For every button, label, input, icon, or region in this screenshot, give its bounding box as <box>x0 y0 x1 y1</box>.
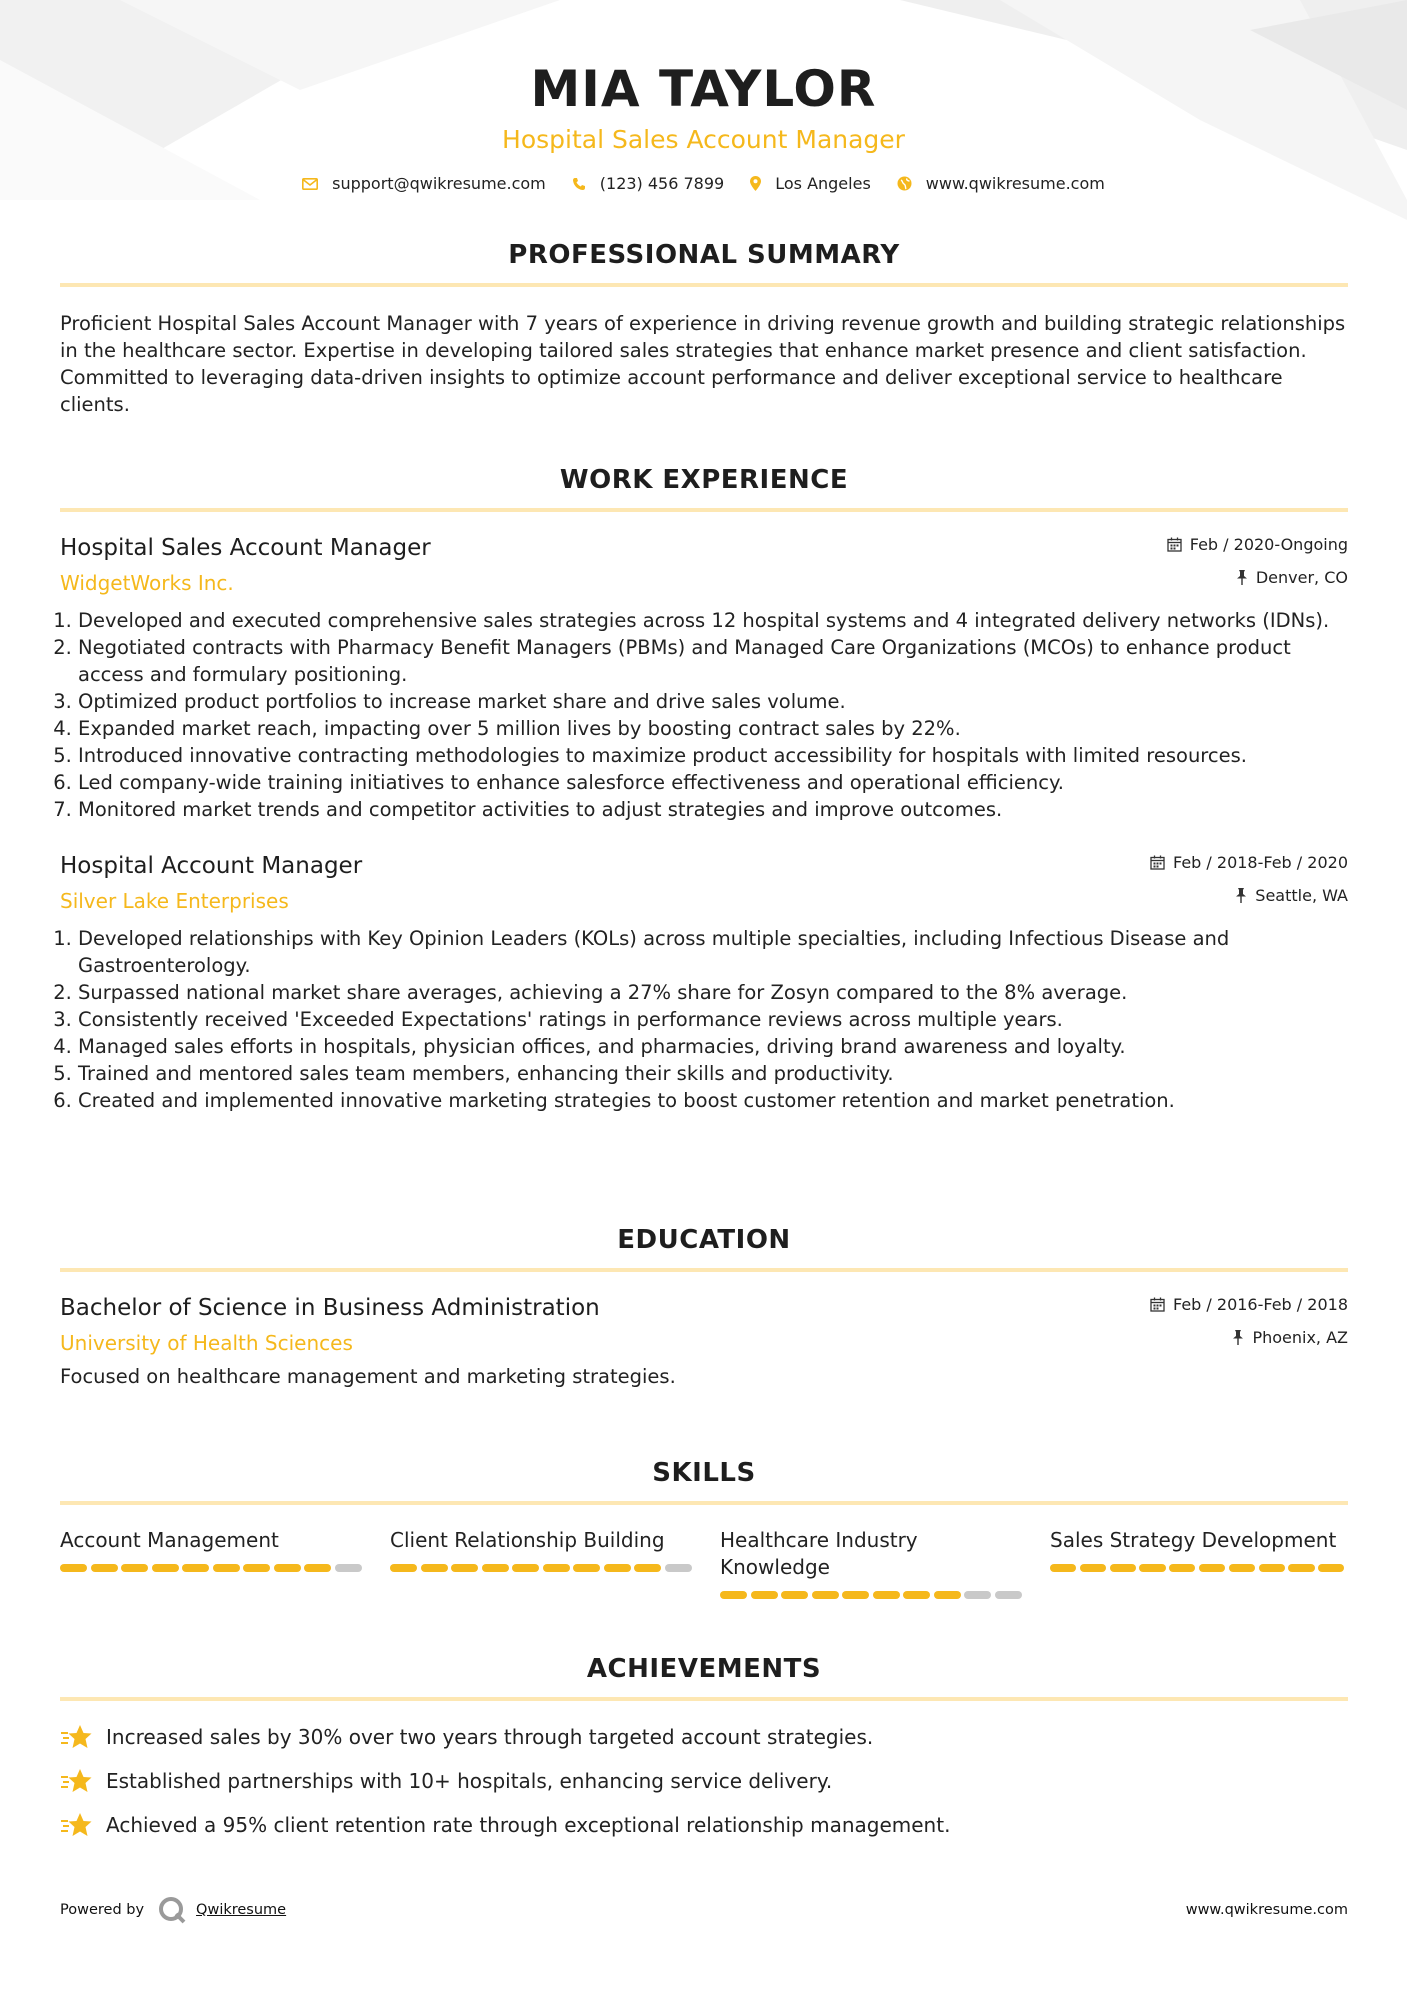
pushpin-icon <box>1232 1330 1244 1345</box>
section-divider <box>60 1501 1348 1505</box>
skill-rating-segment <box>934 1591 961 1599</box>
contact-email[interactable] <box>302 174 546 193</box>
achievements-section <box>60 1651 1348 1839</box>
list-item: 4. Managed sales efforts in hospitals, physician offices, and pharmacies, driving brand awareness and loyalty. <box>78 1033 1348 1060</box>
pushpin-icon <box>1235 888 1247 903</box>
achievement-text: Achieved a 95% client retention rate through exceptional relationship management. <box>106 1813 951 1837</box>
skill-item <box>60 1527 390 1599</box>
skill-name: Healthcare Industry Knowledge <box>720 1528 918 1579</box>
skill-rating-segment <box>842 1591 869 1599</box>
job-meta <box>1167 533 1348 588</box>
job-title: Hospital Account Manager <box>60 853 363 879</box>
list-item: 3. Optimized product portfolios to increase market share and drive sales volume. <box>78 688 1348 715</box>
education-section <box>60 1222 1348 1390</box>
skill-name: Account Management <box>60 1528 279 1552</box>
skill-rating-segment <box>274 1564 301 1572</box>
skill-rating-segment <box>903 1591 930 1599</box>
list-item: 5. Trained and mentored sales team members, enhancing their skills and productivity. <box>78 1060 1348 1087</box>
skill-rating-segment <box>243 1564 270 1572</box>
section-divider <box>60 1697 1348 1701</box>
section-divider <box>60 508 1348 512</box>
skill-rating-segment <box>1229 1564 1255 1572</box>
candidate-role: Hospital Sales Account Manager <box>502 125 905 154</box>
skill-rating-segment <box>964 1591 991 1599</box>
skill-rating-segment <box>304 1564 331 1572</box>
list-item: 6. Led company-wide training initiatives to enhance salesforce effectiveness and operational efficiency. <box>78 769 1348 796</box>
star-icon <box>60 1768 92 1794</box>
experience-section <box>60 462 1348 1114</box>
skill-rating-segment <box>152 1564 179 1572</box>
skill-rating-segment <box>91 1564 118 1572</box>
skill-rating-segment <box>335 1564 362 1572</box>
job-location <box>1167 566 1348 588</box>
skill-rating-segment <box>573 1564 600 1572</box>
contact-location <box>750 174 871 193</box>
job-title: Hospital Sales Account Manager <box>60 535 431 561</box>
skill-rating-segment <box>543 1564 570 1572</box>
skill-name: Sales Strategy Development <box>1050 1528 1337 1552</box>
skill-rating-segment <box>1139 1564 1165 1572</box>
resume-header <box>0 0 1407 193</box>
job-bullets <box>60 925 1348 1114</box>
job-entry <box>60 533 1348 823</box>
degree-title: Bachelor of Science in Business Administration <box>60 1295 600 1321</box>
skill-rating-segment <box>995 1591 1022 1599</box>
achievements-heading: ACHIEVEMENTS <box>586 1654 822 1684</box>
star-icon <box>60 1724 92 1750</box>
experience-heading: WORK EXPERIENCE <box>559 465 849 495</box>
skill-rating <box>720 1591 1050 1599</box>
skill-rating-segment <box>812 1591 839 1599</box>
pushpin-icon <box>1236 570 1248 585</box>
skill-rating-segment <box>213 1564 240 1572</box>
achievement-item <box>60 1811 1348 1839</box>
list-item: 1. Developed relationships with Key Opinion Leaders (KOLs) across multiple specialties, including Infectious Disease and Gastroenterology. <box>78 925 1348 979</box>
achievement-item <box>60 1723 1348 1751</box>
job-dates-text: Feb / 2018-Feb / 2020 <box>1173 852 1348 872</box>
job-company: WidgetWorks Inc. <box>60 571 234 595</box>
phone-text: (123) 456 7899 <box>599 174 725 193</box>
skill-rating-segment <box>1288 1564 1314 1572</box>
skill-rating-segment <box>421 1564 448 1572</box>
summary-text: Proficient Hospital Sales Account Manager with 7 years of experience in driving revenue growth and building strategic relationships in the healthcare sector. Expertise in developing tailored sales strategies that enhance market presence and client satisfaction. Committed to leveraging data-driven insights to optimize account performance and deliver exceptional service to healthcare clients. <box>60 312 1346 416</box>
job-entry <box>60 851 1348 1114</box>
skill-rating-segment <box>604 1564 631 1572</box>
skill-rating-segment <box>665 1564 692 1572</box>
skill-rating-segment <box>182 1564 209 1572</box>
job-location <box>1150 884 1348 906</box>
skill-rating-segment <box>482 1564 509 1572</box>
skill-item <box>720 1527 1050 1599</box>
skills-grid <box>60 1527 1348 1599</box>
list-item: 2. Negotiated contracts with Pharmacy Benefit Managers (PBMs) and Managed Care Organizations (MCOs) to enhance product access and formulary positioning. <box>78 634 1348 688</box>
education-location-text: Phoenix, AZ <box>1252 1327 1348 1347</box>
summary-section <box>60 237 1348 418</box>
globe-icon <box>897 176 912 191</box>
skill-rating-segment <box>781 1591 808 1599</box>
map-pin-icon <box>750 176 761 191</box>
list-item: 4. Expanded market reach, impacting over 5 million lives by boosting contract sales by 22%. <box>78 715 1348 742</box>
calendar-icon <box>1167 537 1182 552</box>
achievement-text: Increased sales by 30% over two years through targeted account strategies. <box>106 1725 874 1749</box>
website-text: www.qwikresume.com <box>925 174 1105 193</box>
job-company: Silver Lake Enterprises <box>60 889 289 913</box>
skill-item <box>390 1527 720 1599</box>
job-dates <box>1167 533 1348 555</box>
page-footer <box>60 1896 1348 1924</box>
skill-rating <box>1050 1564 1348 1572</box>
skill-rating-segment <box>751 1591 778 1599</box>
skill-rating-segment <box>1110 1564 1136 1572</box>
skill-rating <box>390 1564 720 1572</box>
section-divider <box>60 1268 1348 1272</box>
education-meta <box>1150 1293 1348 1348</box>
list-item: 7. Monitored market trends and competitor activities to adjust strategies and improve outcomes. <box>78 796 1348 823</box>
location-text: Los Angeles <box>775 174 871 193</box>
list-item: 6. Created and implemented innovative marketing strategies to boost customer retention and market penetration. <box>78 1087 1348 1114</box>
skill-rating-segment <box>1050 1564 1076 1572</box>
email-text: support@qwikresume.com <box>332 174 546 193</box>
skill-rating-segment <box>1259 1564 1285 1572</box>
achievement-text: Established partnerships with 10+ hospitals, enhancing service delivery. <box>106 1769 833 1793</box>
list-item: 5. Introduced innovative contracting methodologies to maximize product accessibility for hospitals with limited resources. <box>78 742 1348 769</box>
skill-rating-segment <box>60 1564 87 1572</box>
education-dates <box>1150 1293 1348 1315</box>
contact-website[interactable] <box>897 174 1105 193</box>
calendar-icon <box>1150 1297 1165 1312</box>
skill-rating-segment <box>451 1564 478 1572</box>
skill-rating-segment <box>720 1591 747 1599</box>
achievements-list <box>60 1723 1348 1839</box>
skill-rating-segment <box>512 1564 539 1572</box>
skill-rating-segment <box>1169 1564 1195 1572</box>
list-item: 2. Surpassed national market share averages, achieving a 27% share for Zosyn compared to the 8% average. <box>78 979 1348 1006</box>
skill-rating <box>60 1564 390 1572</box>
skill-rating-segment <box>873 1591 900 1599</box>
education-heading: EDUCATION <box>617 1225 791 1255</box>
skill-rating-segment <box>1080 1564 1106 1572</box>
skill-name: Client Relationship Building <box>390 1528 665 1552</box>
achievement-item <box>60 1767 1348 1795</box>
contact-bar <box>0 174 1407 193</box>
skills-section <box>60 1455 1348 1599</box>
list-item: 1. Developed and executed comprehensive sales strategies across 12 hospital systems and 4 integrated delivery networks (IDNs). <box>78 607 1348 634</box>
skill-rating-segment <box>390 1564 417 1572</box>
skill-rating-segment <box>121 1564 148 1572</box>
calendar-icon <box>1150 855 1165 870</box>
powered-by-label: Powered by <box>60 1902 145 1918</box>
candidate-name: MIA TAYLOR <box>530 60 877 118</box>
job-dates <box>1150 851 1348 873</box>
education-location <box>1150 1326 1348 1348</box>
skill-rating-segment <box>634 1564 661 1572</box>
contact-phone[interactable] <box>572 174 724 193</box>
section-divider <box>60 283 1348 287</box>
job-location-text: Denver, CO <box>1255 567 1348 587</box>
list-item: 3. Consistently received 'Exceeded Expectations' ratings in performance reviews across multiple years. <box>78 1006 1348 1033</box>
summary-heading: PROFESSIONAL SUMMARY <box>508 240 900 270</box>
education-entry <box>60 1293 1348 1390</box>
phone-icon <box>572 177 586 191</box>
powered-by <box>60 1896 286 1924</box>
education-dates-text: Feb / 2016-Feb / 2018 <box>1173 1294 1348 1314</box>
school-name: University of Health Sciences <box>60 1331 353 1355</box>
brand-link[interactable]: Qwikresume <box>196 1902 287 1918</box>
education-description: Focused on healthcare management and marketing strategies. <box>60 1365 676 1388</box>
star-icon <box>60 1812 92 1838</box>
job-bullets <box>60 607 1348 823</box>
job-meta <box>1150 851 1348 906</box>
skill-rating-segment <box>1318 1564 1344 1572</box>
envelope-icon <box>302 178 318 190</box>
qwikresume-logo-icon <box>158 1896 186 1924</box>
skill-item <box>1050 1527 1348 1599</box>
job-dates-text: Feb / 2020-Ongoing <box>1189 534 1348 554</box>
skills-heading: SKILLS <box>652 1458 756 1488</box>
job-location-text: Seattle, WA <box>1255 885 1348 905</box>
skill-rating-segment <box>1199 1564 1225 1572</box>
footer-website[interactable]: www.qwikresume.com <box>1185 1902 1348 1918</box>
